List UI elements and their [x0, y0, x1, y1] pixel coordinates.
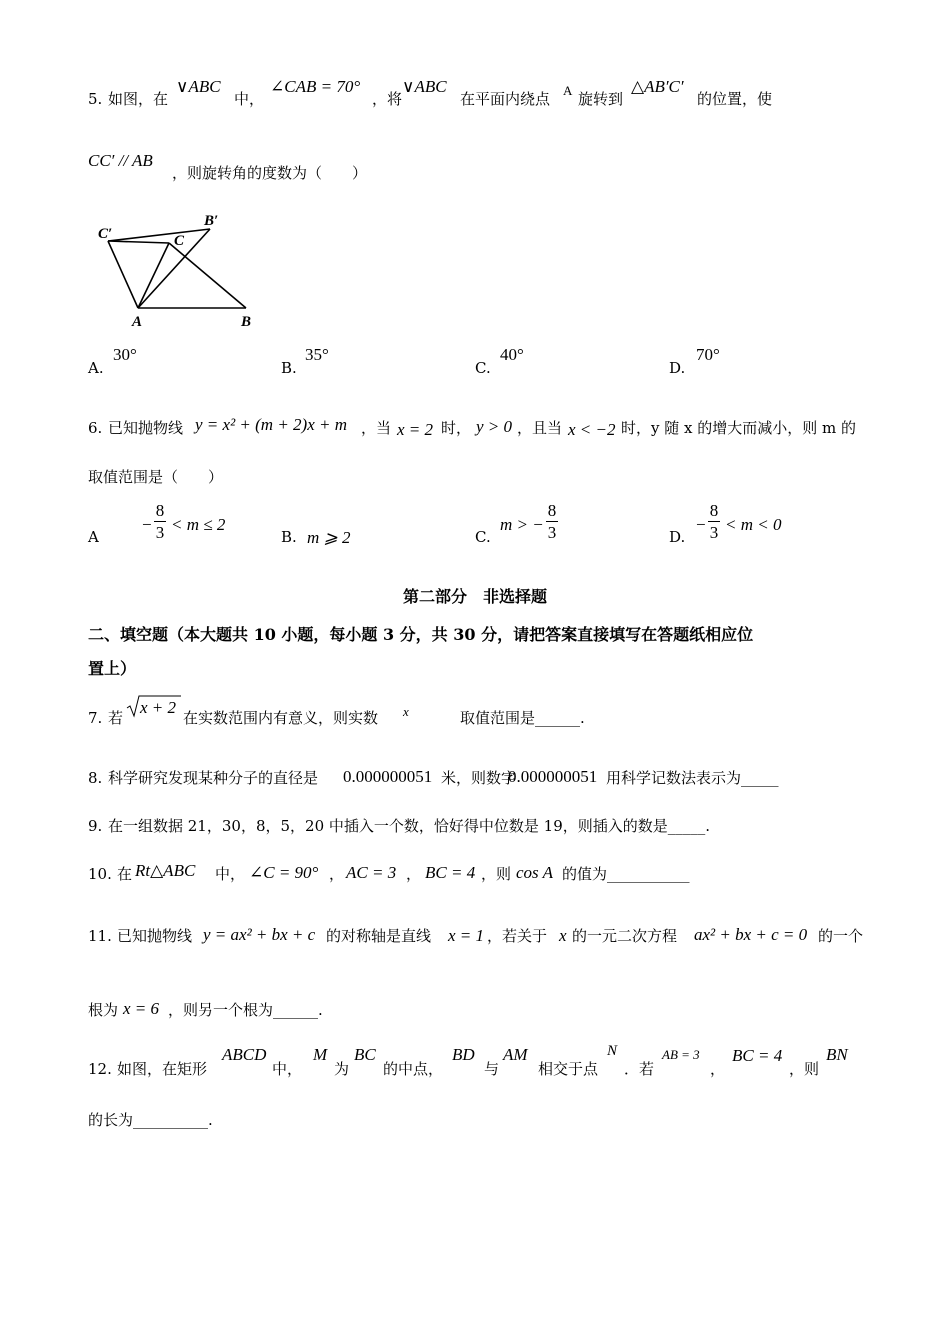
q6-text: 时， — [441, 419, 472, 437]
q11-text: 根为 — [88, 1001, 119, 1019]
q5-option-c-label: C. — [475, 359, 491, 377]
q12-math: AM — [503, 1045, 528, 1064]
q10-number: 10. — [88, 865, 112, 883]
q6-text: 时，y 随 x 的增大而减小，则 m 的 — [621, 419, 856, 437]
segment-c-prime-b-prime — [108, 229, 210, 241]
segment-cb — [169, 243, 246, 308]
q11-text: 的一个 — [818, 927, 864, 945]
q11-text: 已知抛物线 — [117, 927, 193, 945]
q8-value: 0.000000051 — [343, 767, 433, 786]
q5-math: CC′ // AB — [88, 151, 153, 170]
label-b-prime: B′ — [204, 213, 219, 229]
segment-ac-prime — [108, 241, 138, 308]
q9-text: 在一组数据 21，30，8，5，20 中插入一个数，恰好得中位数是 19，则插入的数是_____. — [108, 817, 711, 835]
q12-text: 中， — [272, 1060, 303, 1078]
q6-option-c-label: C. — [475, 528, 491, 546]
q6-equation: y = x² + (m + 2)x + m — [195, 415, 347, 434]
q5-option-d-label: D. — [669, 359, 686, 377]
q10-math: BC = 4 — [425, 863, 476, 882]
q5-math: ∨ABC — [176, 77, 221, 96]
q5-text: 的位置，使 — [697, 90, 773, 108]
q6-option-d-math: − — [696, 515, 706, 534]
fraction-numerator: 8 — [709, 501, 719, 520]
q12-text: 如图，在矩形 — [117, 1060, 208, 1078]
q6-option-a-label: A — [88, 528, 99, 546]
segment-ac — [138, 243, 169, 308]
q6-option-b-label: B. — [281, 528, 297, 546]
fraction-numerator: 8 — [155, 501, 165, 520]
q12-math: AB = 3 — [662, 1047, 700, 1062]
q6-option-c-fraction — [546, 502, 558, 541]
label-b: B — [241, 314, 252, 330]
q8-number: 8. — [88, 769, 103, 787]
q10-math: AC = 3 — [346, 863, 397, 882]
q8-text: 用科学记数法表示为_____ — [606, 769, 779, 787]
q6-option-a-math: < m ≤ 2 — [171, 515, 226, 534]
q6-option-c-math: m > − — [500, 515, 544, 534]
q10-text: 中， — [215, 865, 246, 883]
q10-math: ∠C = 90° — [249, 863, 319, 882]
q7-text: 若 — [108, 709, 124, 727]
q10-text: ，则 — [481, 865, 512, 883]
q11-math: x = 6 — [123, 999, 160, 1018]
q6-text: 取值范围是（ ） — [88, 468, 224, 486]
q12-text: 的中点， — [383, 1060, 444, 1078]
part-two-title: 第二部分 非选择题 — [402, 587, 547, 606]
q10-text: 的值为___________ — [562, 865, 690, 883]
q11-equation: y = ax² + bx + c — [203, 925, 316, 944]
q8-text: 米，则数字 — [441, 769, 517, 787]
q5-text: 如图，在 — [108, 90, 169, 108]
q12-math: BC = 4 — [732, 1046, 783, 1065]
q10-text: 在 — [117, 865, 133, 883]
q5-text: ，则旋转角的度数为（ ） — [172, 164, 368, 182]
q12-text: ．若 — [624, 1060, 655, 1078]
q12-text: ，则 — [789, 1060, 820, 1078]
label-c: C — [174, 233, 185, 249]
fraction-bar — [546, 521, 558, 522]
label-a: A — [132, 314, 143, 330]
q12-math: BC — [354, 1045, 376, 1064]
q5-text: ，将 — [372, 90, 403, 108]
q6-option-d-math: < m < 0 — [725, 515, 782, 534]
q5-option-a-value: 30° — [113, 345, 137, 364]
q6-option-d-label: D. — [669, 528, 686, 546]
q10-text: ， — [329, 865, 345, 883]
q6-option-a-fraction — [154, 502, 166, 541]
q5-text: 旋转到 — [578, 90, 624, 108]
q10-math: Rt△ABC — [135, 861, 196, 880]
q11-variable: x — [559, 926, 567, 945]
q8-text: 科学研究发现某种分子的直径是 — [108, 769, 319, 787]
q12-math: M — [313, 1045, 328, 1064]
q10-math: cos A — [516, 863, 553, 882]
q11-text: ，若关于 — [487, 927, 548, 945]
q12-math: BD — [452, 1045, 475, 1064]
q12-math: BN — [826, 1045, 848, 1064]
q5-option-a-label: A. — [88, 359, 104, 377]
q6-option-a-math: − — [142, 515, 152, 534]
q5-math: △AB′C′ — [631, 77, 684, 96]
q6-math: x = 2 — [397, 420, 434, 439]
q12-text: 的长为__________. — [88, 1111, 213, 1129]
q12-text: ， — [710, 1060, 726, 1078]
q11-text: 的对称轴是直线 — [326, 927, 432, 945]
q5-option-c-value: 40° — [500, 345, 524, 364]
fraction-denominator: 3 — [709, 523, 719, 542]
section-heading: 二、填空题（本大题共 10 小题，每小题 3 分，共 30 分，请把答案直接填写在答题纸相应位 — [88, 625, 754, 644]
q11-math: x = 1 — [448, 926, 485, 945]
q5-text: 中， — [234, 90, 265, 108]
q12-number: 12. — [88, 1060, 112, 1078]
q6-text: 已知抛物线 — [108, 419, 184, 437]
q6-math: x < −2 — [568, 420, 616, 439]
fraction-numerator: 8 — [547, 501, 557, 520]
q6-text: ，且当 — [517, 419, 563, 437]
fraction-denominator: 3 — [155, 523, 165, 542]
q5-figure — [96, 205, 266, 330]
q12-math: N — [607, 1043, 618, 1059]
q12-text: 为 — [334, 1060, 350, 1078]
q5-text: 在平面内绕点 — [460, 90, 551, 108]
q7-number: 7. — [88, 709, 103, 727]
q7-variable: x — [403, 704, 409, 719]
q6-option-d-fraction — [708, 502, 720, 541]
q7-radicand: x + 2 — [140, 698, 177, 717]
segment-c-prime-c — [108, 241, 169, 243]
q11-number: 11. — [88, 927, 112, 945]
q11-text: ，则另一个根为______. — [168, 1001, 323, 1019]
q5-option-b-value: 35° — [305, 345, 329, 364]
q7-text: 取值范围是______. — [460, 709, 585, 727]
q6-text: ，当 — [361, 419, 392, 437]
q5-math: A — [563, 83, 573, 98]
q5-math: ∨ABC — [402, 77, 447, 96]
q9-number: 9. — [88, 817, 103, 835]
fraction-bar — [154, 521, 166, 522]
q12-text: 与 — [484, 1060, 500, 1078]
q12-text: 相交于点 — [538, 1060, 599, 1078]
q10-text: ， — [406, 865, 422, 883]
fraction-bar — [708, 521, 720, 522]
q8-value: 0.000000051 — [508, 767, 598, 786]
q5-option-b-label: B. — [281, 359, 297, 377]
q6-number: 6. — [88, 419, 103, 437]
q12-math: ABCD — [222, 1045, 267, 1064]
q6-option-b-math: m ⩾ 2 — [307, 528, 351, 547]
section-heading-continued: 置上） — [88, 659, 137, 678]
q5-option-d-value: 70° — [696, 345, 720, 364]
fraction-denominator: 3 — [547, 523, 557, 542]
q5-number: 5. — [88, 90, 103, 108]
q5-math: ∠CAB = 70° — [270, 77, 361, 96]
q11-equation: ax² + bx + c = 0 — [694, 925, 808, 944]
q7-text: 在实数范围内有意义，则实数 — [183, 709, 379, 727]
q6-math: y > 0 — [476, 417, 513, 436]
label-c-prime: C′ — [98, 226, 113, 242]
q11-text: 的一元二次方程 — [572, 927, 678, 945]
